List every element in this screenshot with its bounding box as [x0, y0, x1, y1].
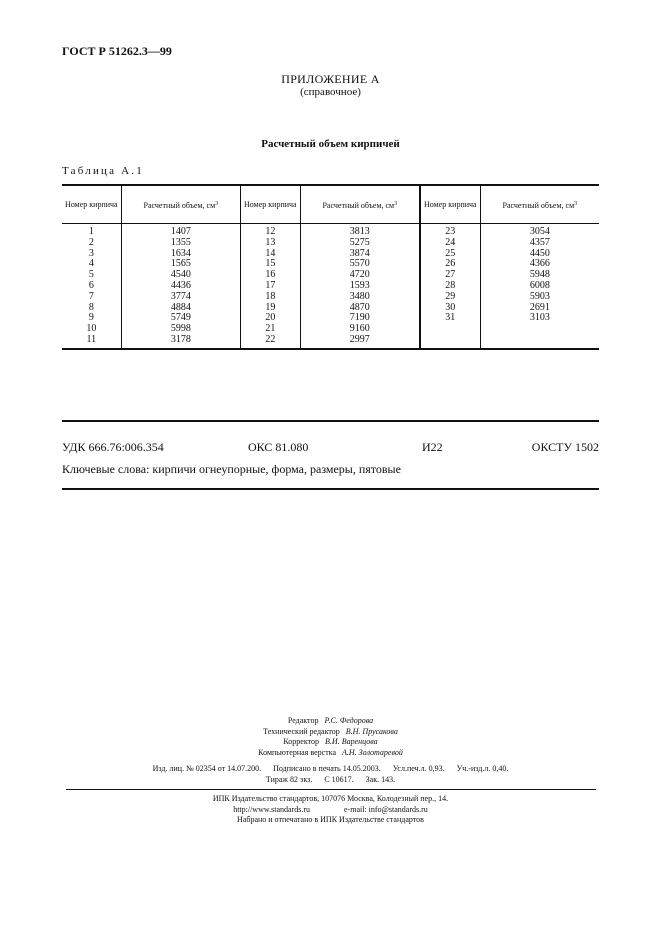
- table-row: [62, 324, 599, 335]
- cell-brick-volume: 3874: [300, 249, 420, 260]
- udk-code: УДК 666.76:006.354: [62, 440, 164, 454]
- cell-brick-volume: 1355: [121, 238, 240, 249]
- table-label: Таблица А.1: [62, 165, 144, 177]
- header-volume-2: [300, 185, 420, 224]
- cell-brick-volume: 5998: [121, 324, 240, 335]
- okstu-code: ОКСТУ 1502: [531, 440, 599, 454]
- cell-brick-volume: 3813: [300, 224, 420, 238]
- annex-title: ПРИЛОЖЕНИЕ А: [281, 72, 380, 86]
- credit-name: В.И. Варенцова: [325, 737, 378, 746]
- table-row: [62, 270, 599, 281]
- cell-brick-number: 13: [240, 238, 300, 249]
- cell-brick-volume: [480, 335, 599, 349]
- cell-brick-number: 16: [240, 270, 300, 281]
- cell-brick-volume: 3103: [480, 313, 599, 324]
- publisher-email[interactable]: e-mail: info@standards.ru: [344, 804, 428, 814]
- credits-block: [0, 716, 661, 758]
- header-unit-exp: 3: [394, 200, 398, 207]
- cell-brick-volume: 9160: [300, 324, 420, 335]
- cell-brick-number: 31: [445, 312, 456, 324]
- cell-brick-number: 7: [88, 290, 94, 302]
- cell-brick-volume: 5903: [480, 292, 599, 303]
- header-volume-1: [121, 185, 240, 224]
- cell-brick-volume: 4540: [121, 270, 240, 281]
- cell-brick-number: 4: [88, 258, 94, 270]
- cell-brick-number: 9: [88, 312, 94, 324]
- credit-name: А.Н. Золотаревой: [342, 747, 403, 757]
- table-row: [62, 303, 599, 314]
- table-row: [62, 335, 599, 349]
- credit-role: Корректор: [283, 737, 320, 746]
- cell-brick-volume: 3480: [300, 292, 420, 303]
- cell-brick-number: 12: [240, 224, 300, 238]
- cell-brick-volume: 1565: [121, 259, 240, 270]
- divider-top: [62, 420, 599, 422]
- cell-brick-volume: 2997: [300, 335, 420, 349]
- cell-brick-volume: 7190: [300, 313, 420, 324]
- cell-brick-number: 21: [240, 324, 300, 335]
- cell-brick-volume: 5570: [300, 259, 420, 270]
- group-code: И22: [422, 440, 443, 454]
- publisher-contacts: [0, 805, 661, 816]
- header-volume-text: Расчетный объем, см: [502, 200, 575, 210]
- cell-brick-number: 26: [445, 258, 456, 270]
- header-number-1: Номер кирпича: [62, 185, 121, 224]
- keywords: Ключевые слова: кирпичи огнеупорные, форма, размеры, пятовые: [62, 462, 401, 476]
- cell-brick-volume: 5749: [121, 313, 240, 324]
- cell-brick-number: 2: [88, 236, 94, 248]
- header-volume-text: Расчетный объем, см: [322, 200, 395, 210]
- cell-brick-volume: [480, 324, 599, 335]
- cell-brick-volume: 5275: [300, 238, 420, 249]
- publisher-sheets: Уч.-изд.л. 0,40.: [456, 764, 509, 773]
- cell-brick-volume: 1634: [121, 249, 240, 260]
- publisher-block: [0, 794, 661, 826]
- table-body: [62, 224, 599, 349]
- table-row: [62, 292, 599, 303]
- print-run: Тираж 82 экз.: [265, 775, 313, 784]
- cell-brick-volume: 3178: [121, 335, 240, 349]
- cell-brick-volume: 3774: [121, 292, 240, 303]
- credit-tech-editor: [0, 727, 661, 738]
- cell-brick-number: 29: [445, 290, 456, 302]
- cell-brick-volume: 2691: [480, 303, 599, 314]
- cell-brick-volume: 1407: [121, 224, 240, 238]
- brick-volume-table: [62, 184, 599, 350]
- cell-brick-volume: 4720: [300, 270, 420, 281]
- divider-bottom: [62, 488, 599, 490]
- cell-brick-volume: 4357: [480, 238, 599, 249]
- cell-brick-number: 20: [240, 313, 300, 324]
- annex-subtitle: (справочное): [300, 86, 361, 98]
- header-unit-exp: 3: [215, 200, 219, 207]
- cell-brick-volume: 4884: [121, 303, 240, 314]
- print-sheets: Усл.печ.л. 0,93.: [392, 764, 445, 773]
- cell-brick-number: 18: [240, 292, 300, 303]
- header-number-2: Номер кирпича: [240, 185, 300, 224]
- publisher-print-note: Набрано и отпечатано в ИПК Издательстве стандартов: [237, 815, 424, 824]
- credit-editor: [0, 716, 661, 727]
- cell-brick-number: 5: [88, 269, 94, 281]
- table-header-row: [62, 185, 599, 224]
- cell-brick-number: 17: [240, 281, 300, 292]
- cell-brick-number: 28: [445, 279, 456, 291]
- cell-brick-number: 3: [88, 247, 94, 259]
- table-row: [62, 281, 599, 292]
- publisher-web[interactable]: http://www.standards.ru: [233, 804, 310, 814]
- cell-brick-number: 24: [445, 236, 456, 248]
- cell-brick-volume: 3054: [480, 224, 599, 238]
- order-number: Зак. 143.: [365, 775, 396, 784]
- cell-brick-number: 15: [240, 259, 300, 270]
- cell-brick-number: 19: [240, 303, 300, 314]
- print-info-line-2: [0, 774, 661, 785]
- license: Изд. лиц. № 02354 от 14.07.200.: [152, 764, 262, 773]
- table-row: [62, 224, 599, 238]
- credit-corrector: [0, 737, 661, 748]
- section-title: Расчетный объем кирпичей: [261, 138, 400, 150]
- document-id: ГОСТ Р 51262.3—99: [62, 44, 172, 58]
- print-info: [0, 763, 661, 785]
- table-row: [62, 249, 599, 260]
- cell-brick-number: [420, 335, 480, 349]
- cell-brick-volume: 5948: [480, 270, 599, 281]
- cell-brick-volume: 4870: [300, 303, 420, 314]
- cell-brick-number: 11: [62, 335, 121, 349]
- divider-footer: [66, 789, 596, 790]
- cell-brick-number: 23: [445, 226, 456, 237]
- order-c: С 10617.: [324, 775, 354, 784]
- credit-role: Компьютерная верстка: [258, 747, 337, 757]
- table-row: [62, 259, 599, 270]
- cell-brick-number: 1: [88, 226, 94, 237]
- cell-brick-volume: 4450: [480, 249, 599, 260]
- cell-brick-volume: 6008: [480, 281, 599, 292]
- cell-brick-volume: 1593: [300, 281, 420, 292]
- print-info-line-1: [0, 763, 661, 774]
- cell-brick-number: 6: [88, 279, 94, 291]
- header-volume-3: [480, 185, 599, 224]
- credit-layout: [0, 748, 661, 759]
- cell-brick-number: 25: [445, 247, 456, 259]
- credit-role: Технический редактор: [263, 726, 340, 736]
- header-unit-exp: 3: [574, 200, 578, 207]
- credit-role: Редактор: [287, 716, 319, 725]
- cell-brick-number: 14: [240, 249, 300, 260]
- cell-brick-volume: 4436: [121, 281, 240, 292]
- header-number-3: Номер кирпича: [420, 185, 480, 224]
- header-volume-text: Расчетный объем, см: [143, 200, 216, 210]
- cell-brick-number: [420, 324, 480, 335]
- table-row: [62, 238, 599, 249]
- cell-brick-number: 22: [240, 335, 300, 349]
- cell-brick-number: 30: [445, 301, 456, 313]
- oks-code: ОКС 81.080: [248, 440, 309, 454]
- signed-date: Подписано в печать 14.05.2003.: [273, 764, 381, 773]
- credit-name: В.Н. Прусакова: [345, 726, 398, 736]
- credit-name: Р.С. Федорова: [324, 716, 374, 725]
- cell-brick-volume: 4366: [480, 259, 599, 270]
- cell-brick-number: 10: [86, 323, 97, 335]
- cell-brick-number: 8: [88, 301, 94, 313]
- publisher-address: ИПК Издательство стандартов, 107076 Москва, Колодезный пер., 14.: [212, 794, 449, 803]
- cell-brick-number: 27: [445, 269, 456, 281]
- table-row: [62, 313, 599, 324]
